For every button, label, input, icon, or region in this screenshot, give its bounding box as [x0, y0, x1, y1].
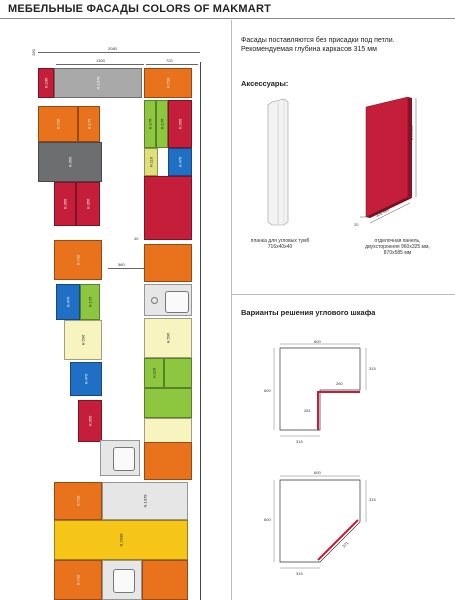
sink-3-basin — [113, 569, 135, 593]
module-3: H.716 — [38, 106, 78, 142]
module-7: H.176 — [156, 100, 168, 148]
sink-1 — [144, 284, 192, 316]
module-11: H.476 — [168, 148, 192, 176]
sink-1-basin — [165, 291, 189, 313]
strip-caption-line-1: планка для угловых тумб — [250, 238, 310, 244]
sink-3 — [102, 560, 142, 600]
strip-caption-line-2: 716x40x40 — [267, 244, 293, 250]
dim-right-label: 720 — [166, 58, 173, 63]
module-5: H.176 — [78, 106, 100, 142]
v2-left-dim: 600 — [264, 517, 271, 522]
module-2: H.1378 — [54, 68, 142, 98]
dim-width-label: 560 — [118, 262, 125, 267]
dim-line-width — [108, 268, 148, 269]
module-8: H.356 — [168, 100, 192, 148]
accessories-title: Аксессуары: — [241, 79, 289, 88]
module-24: H.2038 — [54, 520, 188, 560]
module-1: H.236 — [38, 68, 54, 98]
sink-1-tap — [151, 297, 158, 304]
module-6: H.176 — [144, 100, 156, 148]
section-divider — [232, 294, 455, 295]
dim-line-total — [38, 52, 200, 53]
panel-thickness-dim: 20 — [354, 222, 359, 227]
kitchen-plan — [8, 22, 232, 600]
module-10: H.116 — [144, 148, 158, 176]
corner-strip-drawing — [262, 98, 298, 228]
module-16: H.176 — [80, 284, 100, 320]
v2-diag-dim: 371 — [341, 540, 350, 549]
corner-variant-1 — [262, 338, 382, 450]
module-21: H.596 — [144, 318, 192, 358]
intro-line-2: Рекомендуемая глубина каркасов 315 мм — [241, 46, 377, 53]
module-9: H.356 — [38, 142, 102, 182]
panel-caption — [350, 238, 445, 256]
module-green-row — [144, 388, 192, 418]
dim-total-label: 2080 — [108, 46, 117, 51]
module-orange-bottom-right — [142, 560, 188, 600]
wall-right — [200, 62, 201, 600]
corner-variant-2 — [262, 470, 382, 582]
v1-left-dim: 600 — [264, 388, 271, 393]
panel-depth-dim: 325-585 — [374, 206, 391, 219]
v2-bottom-dim: 315 — [296, 571, 303, 576]
v1-inner-h-dim: 260 — [336, 381, 343, 386]
module-4: H.716 — [144, 68, 192, 98]
module-25: H.716 — [54, 560, 102, 600]
module-13: H.356 — [76, 182, 100, 226]
module-orange-r2 — [144, 442, 192, 480]
dim-line-right — [146, 64, 198, 65]
strip-caption — [240, 238, 320, 250]
page-title: МЕБЕЛЬНЫЕ ФАСАДЫ COLORS OF MAKMART — [8, 3, 272, 15]
module-orange-mid — [144, 244, 192, 282]
v1-top-dim: 600 — [314, 339, 321, 344]
v1-bottom-dim: 315 — [296, 439, 303, 444]
module-17: H.596 — [64, 320, 102, 360]
module-19: H.476 — [70, 362, 102, 396]
module-14: H.716 — [54, 240, 102, 280]
module-18: H.116 — [144, 358, 164, 388]
module-20: H.356 — [78, 400, 102, 442]
panel-height-dim: 870-960 — [409, 125, 414, 140]
sink-2 — [100, 440, 140, 476]
module-22: H.1378 — [102, 482, 188, 520]
module-green-pair — [164, 358, 192, 388]
title-divider — [0, 18, 455, 19]
intro-line-1: Фасады поставляются без присадки под петли. — [241, 37, 395, 44]
dim-gap-label: 40 — [134, 236, 139, 241]
panel-caption-line-1: отделочная панель, — [374, 238, 421, 244]
module-red-stack — [144, 176, 192, 240]
panel-caption-line-3: 870x585 мм — [383, 250, 412, 256]
v2-right-dim: 315 — [369, 497, 376, 502]
panel-caption-line-2: двухсторонняя 960x325 мм, — [365, 244, 430, 250]
sink-2-basin — [113, 447, 135, 471]
corner-title: Варианты решения углового шкафа — [241, 308, 376, 317]
v1-inner-v-dim: 281 — [304, 408, 311, 413]
v1-right-dim: 315 — [369, 366, 376, 371]
dim-left-label: 1300 — [96, 58, 105, 63]
module-23: H.716 — [54, 482, 102, 520]
module-12: H.356 — [54, 182, 76, 226]
v2-top-dim: 600 — [314, 470, 321, 475]
dim-small-label: 280 — [30, 49, 36, 56]
dim-line-left — [56, 64, 144, 65]
module-15: H.476 — [56, 284, 80, 320]
intro-text — [241, 36, 441, 54]
